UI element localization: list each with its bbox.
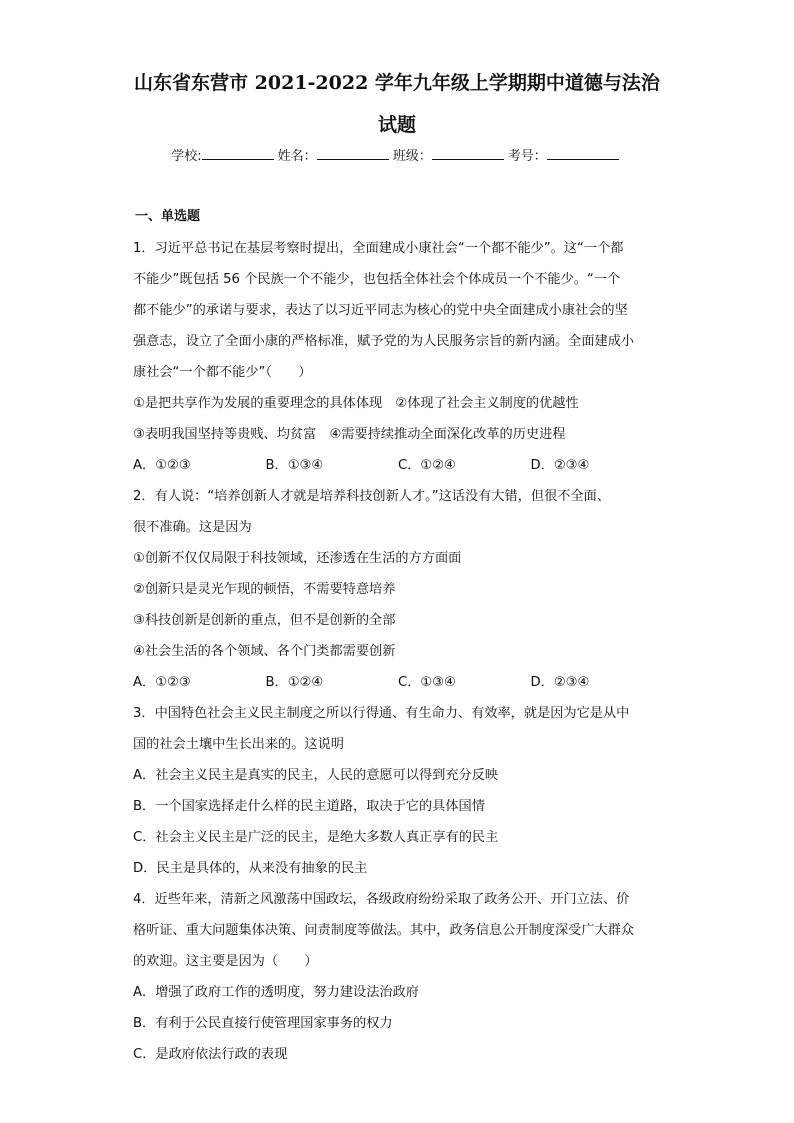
statement-line: ④社会生活的各个领域、各个门类都需要创新 (133, 644, 396, 659)
option-c: C．①②④ (398, 458, 456, 473)
answer-options (133, 667, 663, 698)
exam-title: 山东省东营市 2021-2022 学年九年级上学期期中道德与法治 (134, 72, 660, 94)
option-c: C．①③④ (398, 675, 456, 690)
question-line: 康社会“一个都不能少”（ ） (133, 365, 312, 380)
question-line: 格听证、重大问题集体决策、问责制度等做法。其中，政务信息公开制度深受广大群众 (133, 923, 635, 938)
statement-line: ①是把共享作为发展的重要理念的具体体现 ②体现了社会主义制度的优越性 (133, 396, 579, 411)
option-a: A．社会主义民主是真实的民主，人民的意愿可以得到充分反映 (133, 768, 499, 783)
name-blank (317, 146, 389, 160)
statement-line: ③表明我国坚持等贵贱、均贫富 ④需要持续推动全面深化改革的历史进程 (133, 427, 566, 442)
option-b: B．一个国家选择走什么样的民主道路，取决于它的具体国情 (133, 799, 485, 814)
question-line: 3．中国特色社会主义民主制度之所以行得通、有生命力、有效率，就是因为它是从中 (133, 706, 630, 721)
question-line: 都不能少”的承诺与要求，表达了以习近平同志为核心的党中央全面建成小康社会的坚 (133, 303, 628, 318)
questions-container (133, 233, 663, 1070)
number-blank (547, 146, 619, 160)
option-d: D．民主是具体的，从来没有抽象的民主 (133, 861, 368, 876)
option-d: D．②③④ (530, 675, 590, 690)
statement-line: ③科技创新是创新的重点，但不是创新的全部 (133, 613, 396, 628)
question-line: 1．习近平总书记在基层考察时提出，全面建成小康社会“一个都不能少”。这“一个都 (133, 241, 624, 256)
school-label: 学校: (171, 149, 202, 164)
class-label: 班级： (392, 149, 432, 164)
question-line: 不能少”既包括 56 个民族一个不能少，也包括全体社会个体成员一个不能少。“一个 (133, 272, 621, 287)
option-b: B．有利于公民直接行使管理国家事务的权力 (133, 1016, 393, 1031)
option-a: A．①②③ (133, 675, 191, 690)
name-label: 姓名： (277, 149, 317, 164)
option-a: A．增强了政府工作的透明度，努力建设法治政府 (133, 985, 419, 1000)
question-line: 很不准确。这是因为 (133, 520, 252, 535)
question-3 (133, 698, 663, 884)
question-1 (133, 233, 663, 481)
question-line: 国的社会土壤中生长出来的。这说明 (133, 737, 344, 752)
question-line: 4．近些年来，清新之风激荡中国政坛，各级政府纷纷采取了政务公开、开门立法、价 (133, 892, 630, 907)
number-label: 考号： (507, 149, 547, 164)
statement-line: ②创新只是灵光乍现的顿悟，不需要特意培养 (133, 582, 396, 597)
question-line: 的欢迎。这主要是因为（ ） (133, 954, 318, 969)
option-b: B．①②④ (265, 675, 324, 690)
question-line: 2．有人说：“培养创新人才就是培养科技创新人才。”这话没有大错，但很不全面、 (133, 489, 611, 504)
option-a: A．①②③ (133, 458, 191, 473)
section-heading: 一、单选题 (135, 209, 201, 224)
student-info-line (0, 146, 794, 166)
statement-line: ①创新不仅仅局限于科技领域，还渗透在生活的方方面面 (133, 551, 462, 566)
option-d: D．②③④ (530, 458, 590, 473)
question-4 (133, 884, 663, 1070)
option-b: B．①③④ (265, 458, 324, 473)
exam-title-continued: 试题 (377, 114, 416, 136)
question-2 (133, 481, 663, 698)
question-line: 强意志，设立了全面小康的严格标准，赋予党的为人民服务宗旨的新内涵。全面建成小 (133, 334, 635, 349)
option-c: C．是政府依法行政的表现 (133, 1047, 288, 1062)
class-blank (432, 146, 504, 160)
option-c: C．社会主义民主是广泛的民主，是绝大多数人真正享有的民主 (133, 830, 499, 845)
answer-options (133, 450, 663, 481)
school-blank (202, 146, 274, 160)
